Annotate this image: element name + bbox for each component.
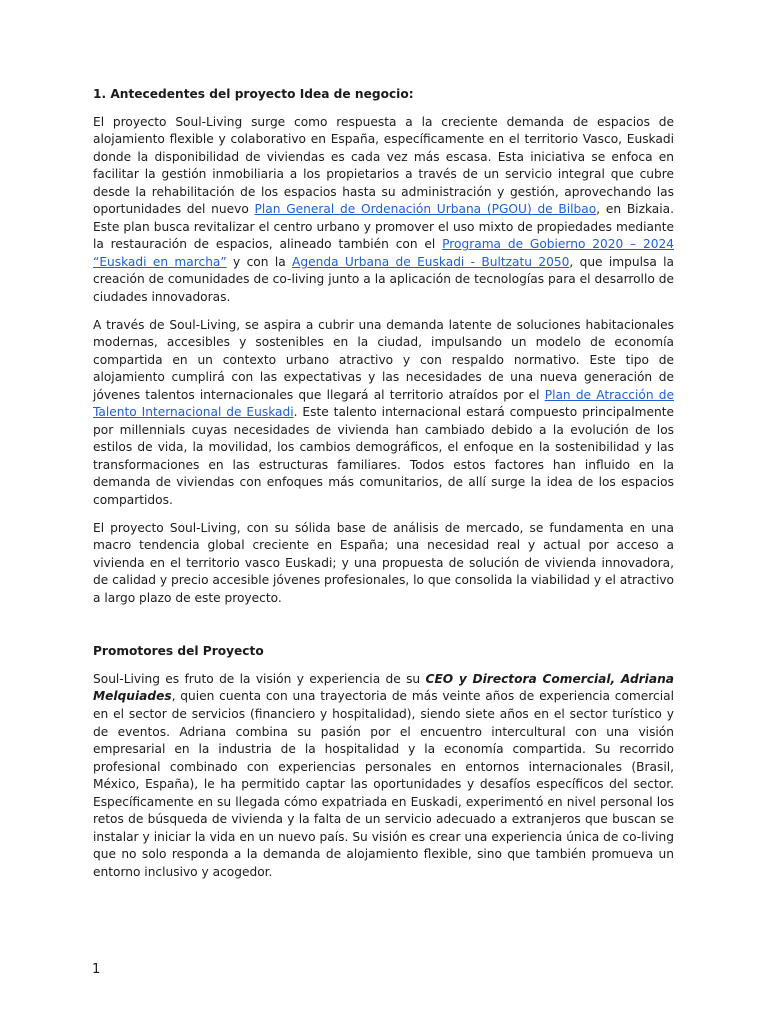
document-body: [93, 85, 674, 881]
paragraph-text: , que impulsa la creación de comunidades de co-living junto a la aplicación de tecnologías para el desarrollo de ciudades innovadoras.: [93, 254, 674, 305]
paragraph-text: El proyecto Soul-Living surge como respuesta a la creciente demanda de espacios de alojamiento flexible y colaborativo en España, específicamente en el territorio Vasco, Euskadi donde la disponibilidad de viviendas es cada vez más escasa. Esta iniciativa se enfoca en facilitar la gestión inmobiliaria a los propietarios a través de un servicio integral que cubre desde la rehabilitación de los espacios hasta su administración y gestión, aprovechando las oportunidades del nuevo: [93, 114, 674, 217]
paragraph-text: , en Bizkaia. Este plan busca revitalizar el centro urbano y promover el uso mixto de propiedades mediante la restauración de espacios, alineado también con el: [93, 202, 675, 252]
paragraph-text: y con la: [226, 254, 293, 269]
paragraph-demand: [93, 317, 674, 510]
link-plan-atraccion-talento[interactable]: Plan de Atracción de Talento Internacional de Euskadi: [93, 387, 674, 420]
section-heading-antecedentes: 1. Antecedentes del proyecto Idea de negocio:: [93, 87, 414, 101]
paragraph-text: Soul-Living es fruto de la visión y experiencia de su: [93, 671, 426, 686]
section-heading-promotores: Promotores del Proyecto: [93, 644, 264, 659]
paragraph-text: , quien cuenta con una trayectoria de más veinte años de experiencia comercial en el sector de servicios (financiero y hospitalidad), siendo siete años en el sector turístico y de eventos. Adriana combina su pasión por el encuentro intercultural con una visión empresarial en la industria de la hospitalidad y la economía compartida. Su recorrido profesional combinado con experiencias personales en entornos internacionales (Brasil, México, España), le ha permitido captar las oportunidades y desafíos específicos del sector. Específicamente en su llegada cómo expatriada en Euskadi, experimentó en nivel personal los retos de búsqueda de vivienda y la falta de un servicio adecuado a extranjeros que buscan se instalar y iniciar la vida en un nuevo país. Su visión es crear una experiencia única de co-living que no solo responda a la demanda de alojamiento flexible, sino que también promueva un entorno inclusivo y acogedor.: [93, 689, 674, 879]
emphasis-ceo: CEO y Directora Comercial, Adriana Melquiades: [93, 671, 674, 704]
paragraph-promotores: [93, 671, 674, 882]
paragraph-intro: [93, 114, 674, 307]
link-agenda-urbana[interactable]: Agenda Urbana de Euskadi - Bultzatu 2050: [292, 254, 570, 269]
paragraph-text: A través de Soul-Living, se aspira a cubrir una demanda latente de soluciones habitacionales modernas, accesibles y sostenibles en la ciudad, impulsando un modelo de economía compartida en un contexto urbano atractivo y con respaldo normativo. Este tipo de alojamiento cumplirá con las expectativas y las necesidades de una nueva generación de jóvenes talentos internacionales que llegará al territorio atraídos por el: [93, 317, 674, 402]
link-pgou-bilbao[interactable]: Plan General de Ordenación Urbana (PGOU) de Bilbao: [254, 202, 597, 217]
page-number: 1: [92, 962, 101, 977]
paragraph-text: . Este talento internacional estará compuesto principalmente por millennials cuyas necesidades de vivienda han cambiado debido a la evolución de los estilos de vida, la movilidad, los cambios demográficos, el enfoque en la sostenibilidad y las transformaciones en las estructuras familiares. Todos estos factores han influido en la demanda de viviendas con enfoques más comunitarios, de allí surge la idea de los espacios compartidos.: [93, 405, 674, 508]
link-programa-gobierno[interactable]: Programa de Gobierno 2020 – 2024 “Euskadi en marcha”: [93, 237, 674, 269]
paragraph-market: El proyecto Soul-Living, con su sólida base de análisis de mercado, se fundamenta en una macro tendencia global creciente en España; una necesidad real y actual por acceso a vivienda en el territorio vasco Euskadi; y una propuesta de solución de vivienda innovadora, de calidad y precio accesible jóvenes profesionales, lo que consolida la viabilidad y el atractivo a largo plazo de este proyecto.: [93, 520, 674, 605]
